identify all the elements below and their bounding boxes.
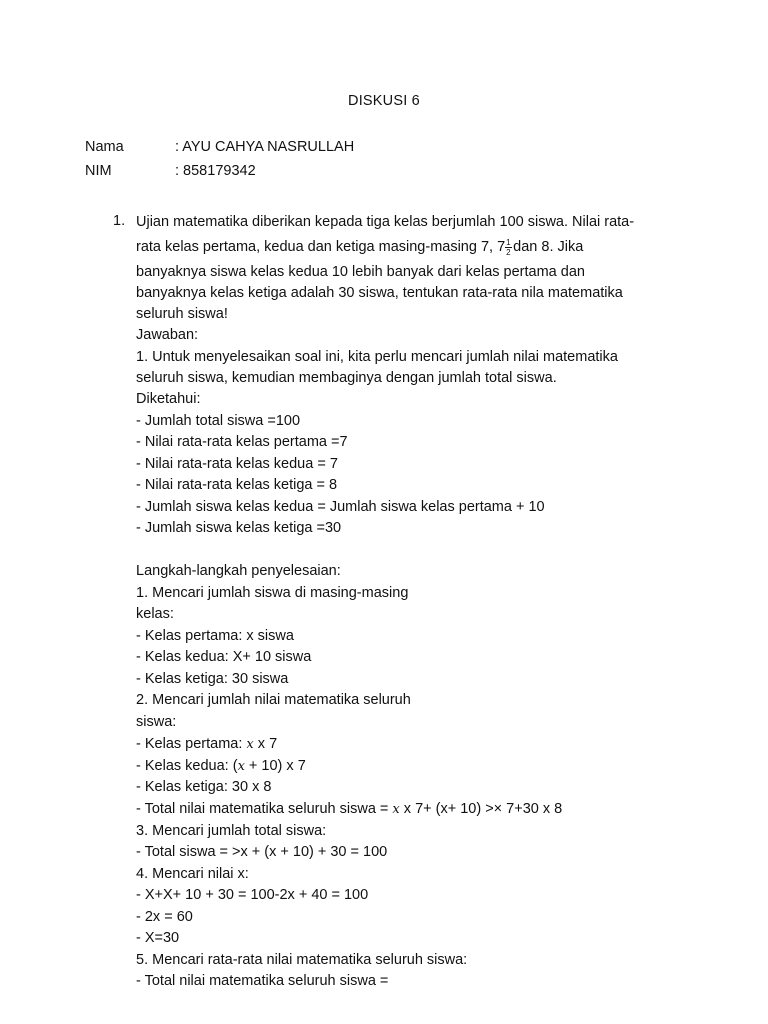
question-line: seluruh siswa! [136,306,228,322]
question-line-part: rata kelas pertama, kedua dan ketiga masing-masing 7, 7 [136,239,506,255]
steps-line: - Kelas kedua: X+ 10 siswa [136,649,312,665]
math-line-kelas-pertama [136,735,277,754]
fraction-denominator: 2 [506,248,511,257]
math-text: x 7+ (x+ 10) >× 7+30 x 8 [399,801,563,817]
final-line: - 2x = 60 [136,909,193,925]
answer-line: - Nilai rata-rata kelas kedua = 7 [136,456,338,472]
steps-line: Langkah-langkah penyelesaian: [136,563,341,579]
question-number: 1. [113,213,126,229]
question-line: Ujian matematika diberikan kepada tiga kelas berjumlah 100 siswa. Nilai rata- [136,214,635,230]
document-title: DISKUSI 6 [348,93,420,109]
answer-line: seluruh siswa, kemudian membaginya dengan jumlah total siswa. [136,370,557,386]
math-variable: x [392,802,400,817]
final-line: - Total nilai matematika seluruh siswa = [136,973,389,989]
math-text: - Total nilai matematika seluruh siswa = [136,801,393,817]
question-line: banyaknya kelas ketiga adalah 30 siswa, tentukan rata-rata nila matematika [136,285,623,301]
final-line: - X+X+ 10 + 30 = 100-2x + 40 = 100 [136,887,369,903]
math-line-kelas-kedua [136,757,306,776]
steps-line: - Kelas ketiga: 30 siswa [136,671,289,687]
fraction-numerator: 1 [506,238,511,247]
answer-line: - Nilai rata-rata kelas ketiga = 8 [136,477,338,493]
final-line: 4. Mencari nilai x: [136,866,249,882]
final-line: 5. Mencari rata-rata nilai matematika seluruh siswa: [136,952,468,968]
name-label: Nama [85,139,124,155]
math-text: + 10) x 7 [244,758,306,774]
math-text: - Kelas kedua: ( [136,758,238,774]
math-text: - Kelas pertama: [136,736,247,752]
final-line: - Total siswa = >x + (x + 10) + 30 = 100 [136,844,388,860]
math-variable: x [246,737,254,752]
steps-line: kelas: [136,606,174,622]
nim-value: : 858179342 [175,163,256,179]
final-line: 3. Mencari jumlah total siswa: [136,823,327,839]
answer-line: - Jumlah total siswa =100 [136,413,301,429]
answer-line: - Jumlah siswa kelas ketiga =30 [136,520,342,536]
final-line: - X=30 [136,930,180,946]
name-row [85,139,354,155]
math-line-kelas-ketiga: - Kelas ketiga: 30 x 8 [136,779,272,795]
question-line: banyaknya siswa kelas kedua 10 lebih banyak dari kelas pertama dan [136,264,585,280]
answer-line: Jawaban: [136,327,199,343]
nim-row [85,163,256,179]
steps-line: 2. Mencari jumlah nilai matematika seluruh [136,692,411,708]
one-half-fraction [505,238,513,256]
steps-line: - Kelas pertama: x siswa [136,628,294,644]
name-value: : AYU CAHYA NASRULLAH [175,139,355,155]
answer-line: - Jumlah siswa kelas kedua = Jumlah siswa kelas pertama + 10 [136,499,545,515]
answer-line: Diketahui: [136,391,201,407]
math-line-total [136,800,562,819]
steps-line: siswa: [136,714,177,730]
math-text: x 7 [253,736,278,752]
question-line-with-fraction [136,238,583,256]
answer-line: - Nilai rata-rata kelas pertama =7 [136,434,348,450]
math-variable: x [237,759,245,774]
steps-line: 1. Mencari jumlah siswa di masing-masing [136,585,409,601]
nim-label: NIM [85,163,112,179]
question-line-part: dan 8. Jika [513,239,584,255]
answer-line: 1. Untuk menyelesaikan soal ini, kita perlu mencari jumlah nilai matematika [136,349,618,365]
